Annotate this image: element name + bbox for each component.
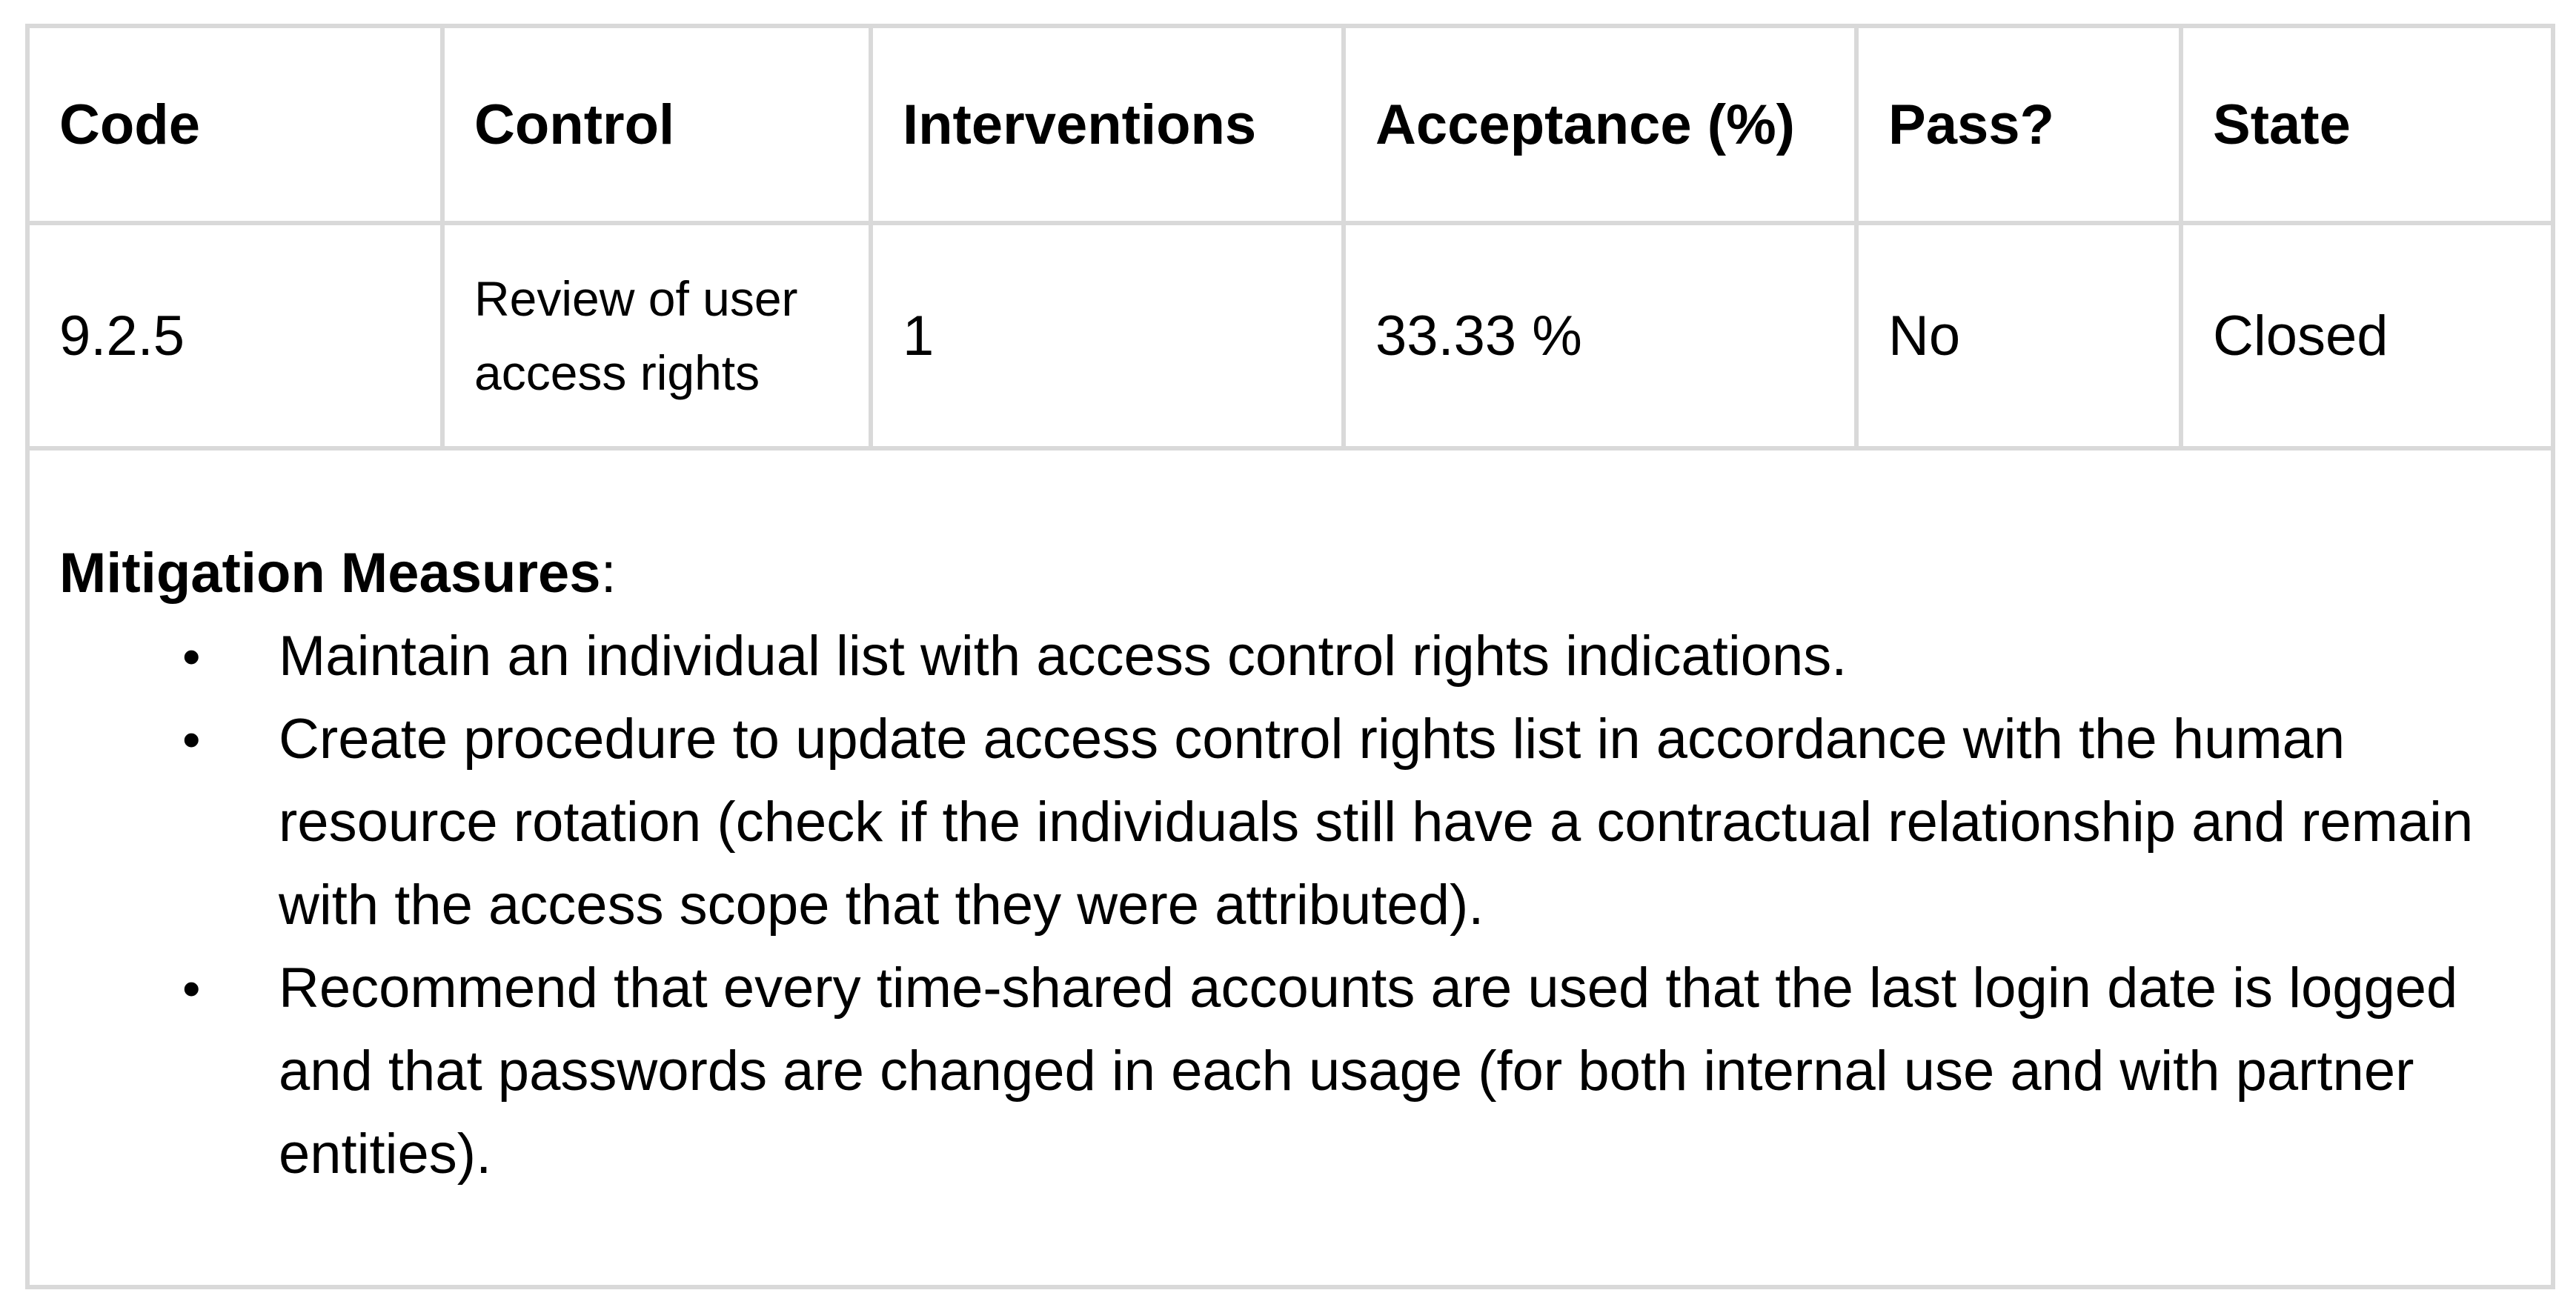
- mitigation-row: [27, 448, 2553, 1287]
- cell-state: Closed: [2181, 223, 2553, 448]
- bullet-icon: •: [182, 960, 201, 1017]
- header-code: Code: [27, 26, 442, 223]
- table-header-row: [27, 26, 2553, 223]
- bullet-icon: •: [182, 711, 201, 768]
- mitigation-list: [59, 615, 2499, 1196]
- audit-table: [25, 24, 2555, 1289]
- list-item: [59, 615, 2499, 698]
- header-acceptance: Acceptance (%): [1344, 26, 1856, 223]
- mitigation-heading: [59, 532, 2499, 615]
- list-item: [59, 947, 2499, 1196]
- mitigation-title: Mitigation Measures: [59, 542, 601, 605]
- header-interventions: Interventions: [871, 26, 1344, 223]
- cell-interventions: 1: [871, 223, 1344, 448]
- mitigation-item-text: Maintain an individual list with access control rights indications.: [279, 625, 1848, 688]
- cell-code: 9.2.5: [27, 223, 442, 448]
- header-pass: Pass?: [1856, 26, 2181, 223]
- table-row: [27, 223, 2553, 448]
- cell-control: Review of user access rights: [442, 223, 871, 448]
- list-item: [59, 698, 2499, 947]
- header-state: State: [2181, 26, 2553, 223]
- mitigation-item-text: Recommend that every time-shared accounts are used that the last login date is logged and that passwords are changed in each usage (for both internal use and with partner entities).: [279, 957, 2458, 1186]
- mitigation-title-colon: :: [600, 542, 617, 605]
- bullet-icon: •: [182, 628, 201, 685]
- mitigation-item-text: Create procedure to update access control rights list in accordance with the human resource rotation (check if the individuals still have a contractual relationship and remain with the access scope that they were attributed).: [279, 708, 2474, 937]
- header-control: Control: [442, 26, 871, 223]
- cell-pass: No: [1856, 223, 2181, 448]
- cell-acceptance: 33.33 %: [1344, 223, 1856, 448]
- mitigation-cell: [27, 448, 2553, 1287]
